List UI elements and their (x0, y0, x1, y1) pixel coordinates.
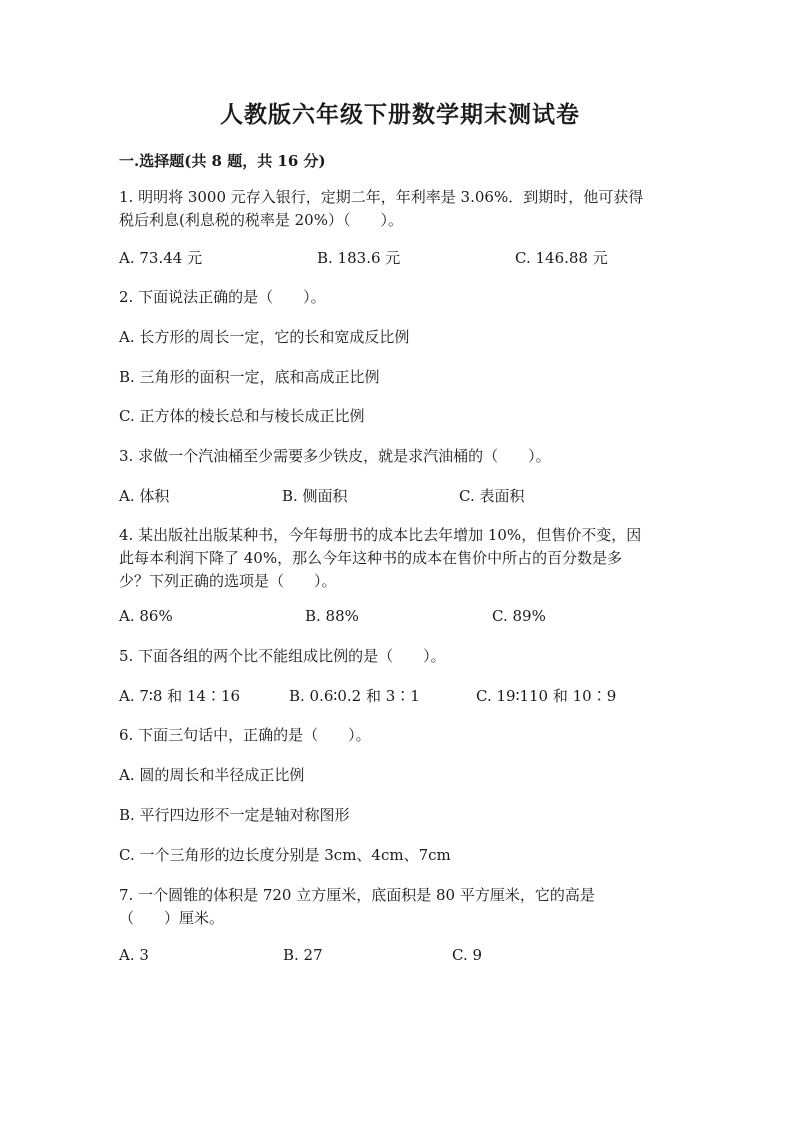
option-b: B. 平行四边形不一定是轴对称图形 (119, 806, 350, 824)
question-4-text-cont: 少？下列正确的选项是（ ）。 (119, 572, 337, 590)
question-7-text-cont: （ ）厘米。 (119, 909, 225, 927)
option-a: A. 86% (119, 607, 173, 625)
question-1-text: 1. 明明将 3000 元存入银行，定期二年，年利率是 3.06%．到期时，他可获得 (119, 188, 644, 206)
page-title: 人教版六年级下册数学期末测试卷 (220, 101, 580, 128)
option-b: B. 三角形的面积一定，底和高成正比例 (119, 368, 380, 386)
question-5-options (0, 685, 800, 707)
option-a: A. 7∶8 和 14∶16 (119, 687, 241, 705)
option-c: C. 89% (492, 607, 546, 625)
section-heading: 一.选择题(共 8 题，共 16 分) (119, 152, 326, 170)
question-5-text: 5. 下面各组的两个比不能组成比例的是（ ）。 (119, 647, 446, 665)
option-c: C. 9 (452, 946, 483, 964)
option-a: A. 3 (119, 946, 149, 964)
question-3-text: 3. 求做一个汽油桶至少需要多少铁皮，就是求汽油桶的（ ）。 (119, 447, 551, 465)
question-4-options (0, 605, 800, 627)
question-6-text: 6. 下面三句话中，正确的是（ ）。 (119, 726, 371, 744)
option-c: C. 一个三角形的边长度分别是 3cm、4cm、7cm (119, 846, 451, 864)
option-c: C. 19∶110 和 10∶9 (476, 687, 617, 705)
option-b: B. 0.6∶0.2 和 3∶1 (289, 687, 420, 705)
option-b: B. 侧面积 (282, 487, 348, 505)
option-b: B. 183.6 元 (317, 249, 401, 267)
question-1-options (0, 247, 800, 269)
option-a: A. 体积 (119, 487, 170, 505)
question-1-text-cont: 税后利息(利息税的税率是 20%）（ ）。 (119, 211, 403, 229)
question-7-options (0, 944, 800, 966)
question-3-options (0, 485, 800, 507)
question-4-text-cont: 此每本利润下降了 40%，那么今年这种书的成本在售价中所占的百分数是多 (119, 549, 623, 567)
option-a: A. 圆的周长和半径成正比例 (119, 766, 305, 784)
option-c: C. 正方体的棱长总和与棱长成正比例 (119, 407, 365, 425)
question-7-text: 7. 一个圆锥的体积是 720 立方厘米，底面积是 80 平方厘米，它的高是 (119, 886, 595, 904)
question-4-text: 4. 某出版社出版某种书，今年每册书的成本比去年增加 10%，但售价不变，因 (119, 526, 642, 544)
option-c: C. 表面积 (459, 487, 525, 505)
option-a: A. 长方形的周长一定，它的长和宽成反比例 (119, 328, 410, 346)
question-2-text: 2. 下面说法正确的是（ ）。 (119, 288, 326, 306)
option-c: C. 146.88 元 (515, 249, 608, 267)
option-b: B. 27 (283, 946, 323, 964)
option-b: B. 88% (305, 607, 359, 625)
option-a: A. 73.44 元 (119, 249, 203, 267)
